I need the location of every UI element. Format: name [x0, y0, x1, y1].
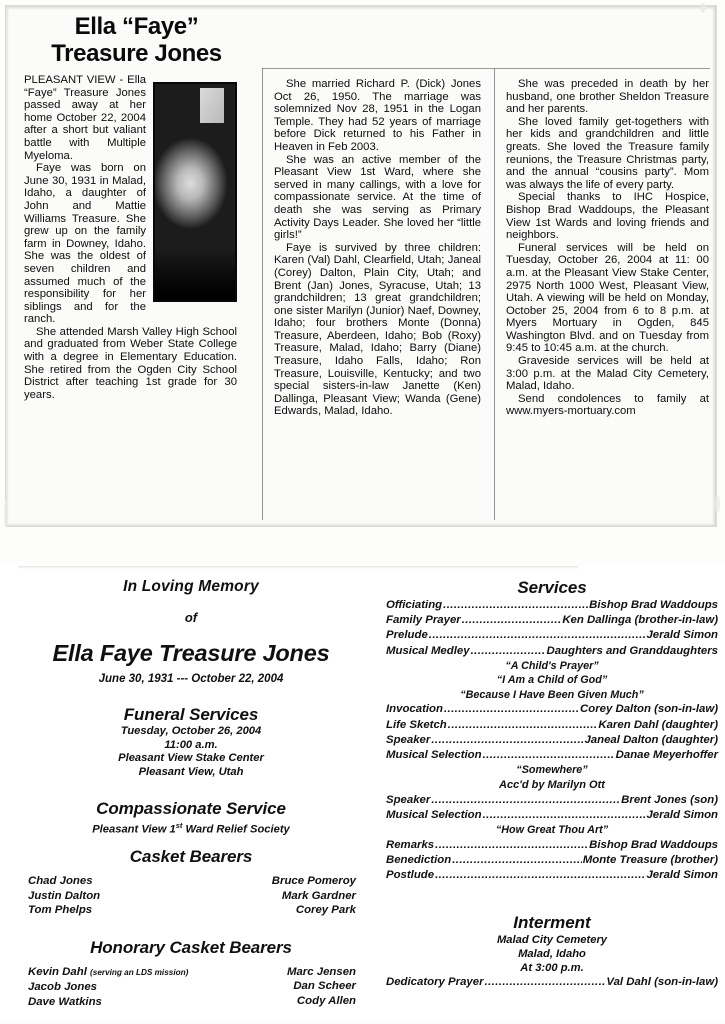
casket-bearers-heading: Casket Bearers	[129, 847, 253, 867]
service-value: Bishop Brad Waddoups	[589, 838, 718, 851]
leader-dots	[429, 630, 646, 641]
service-row	[386, 793, 718, 808]
honorary-bearer-name-text: Kevin Dahl	[28, 965, 87, 978]
hymn-title: “How Great Thou Art”	[495, 824, 609, 837]
service-row	[386, 613, 718, 628]
obituary-paragraph-condolences: Send condolences to family at www.myers-mortuary.com	[506, 392, 709, 418]
honorary-casket-bearers-heading: Honorary Casket Bearers	[90, 937, 292, 957]
service-row	[386, 838, 718, 853]
casket-bearer-name: Justin Dalton	[28, 889, 101, 902]
obituary-paragraph: Graveside services will be held at 3:00 p.m. at the Malad City Cemetery, Malad, Idaho.	[506, 355, 709, 393]
of-label: of	[184, 610, 198, 625]
honorary-casket-bearers-list	[8, 965, 374, 1010]
life-dates: June 30, 1931 --- October 22, 2004	[98, 673, 284, 685]
obituary-paragraph: Faye is survived by three children: Karen (Val) Dahl, Clearfield, Utah; Janeal (Corey) Dalton, Plain City, Utah; and Brent (Jan) Jones, Syracuse, Utah; 13 grandchildren; 13 great grandchildren; one sister Marilyn (Junior) Naef, Downey, Idaho; four brothers Monte (Donna) Treasure, Aberdeen, Idaho; Bob (Roxy) Treasure, Malad, Idaho; Barry (Diane) Treasure, Idaho Falls, Idaho; Ron Treasure, Louisville, Kentucky; and two special sisters-in-law Janette (Ken) Dallinga, Pleasant View; Wanda (Gene) Edwards, Malad, Idaho.	[274, 241, 481, 418]
casket-bearer-name: Corey Park	[295, 904, 356, 917]
clipping-edge-top	[6, 6, 716, 10]
service-row	[386, 628, 718, 643]
service-label: Musical Selection	[386, 808, 482, 821]
funeral-services-details	[8, 725, 374, 779]
compassionate-service-heading: Compassionate Service	[96, 799, 286, 818]
obituary-paragraph: Special thanks to IHC Hospice, Bishop Brad Waddoups, the Pleasant View 1st Wards and loving friends and neighbors.	[506, 191, 709, 242]
honorary-bearer-name: Cody Allen	[296, 994, 356, 1007]
service-value: Karen Dahl (daughter)	[598, 718, 718, 731]
obituary-column-2	[274, 78, 481, 418]
leader-dots	[443, 600, 588, 611]
service-row	[386, 598, 718, 613]
leader-dots	[471, 646, 546, 657]
service-row	[386, 748, 718, 763]
relief-society-suffix: Ward Relief Society	[182, 823, 290, 836]
obituary-paragraph: She attended Marsh Valley High School and graduated from Weber State College with a degree in Elementary Education. She retired from the Ogden City School District after teaching 1st grade for 30 years.	[24, 325, 237, 401]
interment-line: Malad City Cemetery	[496, 934, 608, 947]
funeral-program	[0, 566, 725, 1021]
obituary-column-3	[506, 78, 709, 418]
relief-society-prefix: Pleasant View 1	[92, 823, 176, 836]
leader-dots	[462, 615, 562, 626]
funeral-services-line: 11:00 a.m.	[164, 738, 218, 751]
casket-bearers-left	[8, 874, 100, 918]
leader-dots	[431, 735, 583, 746]
interment-line: Malad, Idaho	[518, 948, 586, 961]
service-label: Musical Selection	[386, 748, 482, 761]
hymn-title: “Because I Have Been Given Much”	[460, 688, 644, 701]
service-label: Invocation	[386, 703, 443, 716]
service-label: Dedicatory Prayer	[386, 976, 484, 989]
leader-dots	[435, 840, 588, 851]
obituary-paragraph: Funeral services will be held on Tuesday, October 26, 2004 at 11: 00 a.m. at the Pleasant View Stake Center, 2975 North 1000 West, Pleasant View, Utah. A viewing will be held on Monday, October 25, 2004 from 6 to 8 p.m. at Myers Mortuary in Ogden, 845 Washington Blvd. and on Tuesday from 9:45 to 10:45 a.m. at the church.	[506, 241, 709, 355]
service-value: Bishop Brad Waddoups	[589, 599, 718, 611]
honorary-bearer-name: Jacob Jones	[28, 981, 98, 994]
service-value: Monte Treasure (brother)	[582, 853, 718, 866]
interment-heading: Interment	[513, 913, 591, 933]
leader-dots	[444, 704, 579, 715]
obituary-paragraph: She married Richard P. (Dick) Jones Oct 26, 1950. The marriage was solemnized Nov 28, 1951 in the Logan Temple. They had 52 years of marriage before Dick returned to his Father in Heaven in Feb 2003.	[274, 78, 481, 153]
service-row	[386, 808, 718, 823]
service-label: Life Sketch	[386, 718, 447, 731]
service-value: Daughters and Granddaughters	[546, 644, 718, 657]
funeral-services-heading: Funeral Services	[123, 705, 259, 724]
obituary-column-1	[24, 74, 237, 401]
leader-dots	[448, 720, 598, 731]
service-value: Ken Dallinga (brother-in-law)	[562, 614, 718, 627]
scan-speckle	[715, 495, 720, 513]
honorary-bearer-note: (serving an LDS mission)	[90, 967, 189, 977]
program-right-column	[386, 578, 718, 990]
portrait-photo	[153, 82, 237, 302]
casket-bearer-name: Bruce Pomeroy	[271, 875, 356, 888]
service-value: Brent Jones (son)	[621, 793, 718, 806]
column-divider-1	[262, 68, 263, 520]
services-heading: Services	[517, 578, 587, 597]
compassionate-service-detail	[8, 819, 374, 837]
casket-bearer-name: Chad Jones	[28, 875, 93, 888]
leader-dots	[483, 750, 615, 761]
hymn-title: “I Am a Child of God”	[496, 674, 608, 687]
honorary-bearers-right	[287, 965, 374, 1010]
funeral-services-line: Pleasant View, Utah	[138, 765, 244, 778]
obituary-paragraph: She was an active member of the Pleasant View 1st Ward, where she served in many callings, with a love for compassionate service. At the time of death she was serving as Primary Activity Days Leader. She loved her “little girls!”	[274, 153, 481, 242]
spacer	[8, 685, 374, 705]
service-value: Val Dahl (son-in-law)	[606, 976, 718, 989]
ordinal-suffix: st	[175, 821, 183, 830]
newspaper-obituary-clipping	[6, 6, 716, 526]
service-value: Jerald Simon	[646, 629, 718, 642]
service-row	[386, 853, 718, 868]
obituary-paragraph: PLEASANT VIEW - Ella “Faye” Treasure Jones passed away at her home October 22, 2004 after a short but valiant battle with Multiple Myeloma.	[24, 74, 146, 162]
spacer	[8, 779, 374, 799]
leader-dots	[485, 977, 606, 988]
headline-line-1: Ella “Faye”	[74, 13, 199, 40]
deceased-full-name: Ella Faye Treasure Jones	[52, 640, 330, 666]
column-divider-2	[494, 68, 495, 520]
casket-bearers-list	[8, 874, 374, 918]
headline-line-2: Treasure Jones	[51, 39, 222, 67]
funeral-services-line: Tuesday, October 26, 2004	[120, 725, 262, 737]
program-left-column	[8, 578, 374, 1009]
obituary-paragraph: Faye was born on June 30, 1931 in Malad, Idaho, a daughter of John and Mattie Williams Treasure. She grew up on the family farm in Downey, Idaho. She was the oldest of seven children and assumed much of the responsibility for her siblings and for the ranch.	[24, 162, 146, 326]
scan-speckle	[700, 3, 706, 13]
service-label: Remarks	[386, 838, 435, 851]
spacer	[386, 883, 718, 913]
service-value: Jerald Simon	[646, 868, 718, 881]
service-value: Danae Meyerhoffer	[615, 748, 718, 761]
casket-bearers-right	[272, 874, 374, 918]
service-row	[386, 868, 718, 883]
leader-dots	[431, 795, 620, 806]
service-label: Family Prayer	[386, 614, 461, 627]
leader-dots	[483, 810, 646, 821]
leader-dots	[452, 855, 582, 866]
scan-speckle	[4, 500, 8, 528]
service-value: Jerald Simon	[646, 808, 718, 821]
honorary-bearer-name	[28, 965, 188, 981]
service-row	[386, 702, 718, 717]
spacer	[8, 837, 374, 847]
hymn-title: “Somewhere”	[516, 764, 588, 777]
service-label: Speaker	[386, 733, 431, 746]
service-label: Speaker	[386, 793, 431, 806]
clipping-edge-bottom	[6, 523, 716, 526]
service-row	[386, 733, 718, 748]
clipping-edge-left	[6, 6, 9, 526]
service-row	[386, 718, 718, 733]
service-label: Musical Medley	[386, 644, 470, 657]
casket-bearer-name: Tom Phelps	[28, 904, 93, 917]
column-top-rule	[262, 68, 710, 69]
honorary-bearer-name: Dan Scheer	[293, 980, 356, 993]
service-label: Officiating	[386, 599, 443, 611]
clipping-edge-right	[712, 6, 716, 526]
obituary-paragraph: She loved family get-togethers with her kids and grandchildren and little greats. She loved the Treasure family reunions, the Treasure Christmas party, and the annual “cousins party”. Mom was always the life of every party.	[506, 115, 709, 191]
service-row	[386, 644, 718, 659]
service-label: Prelude	[386, 629, 428, 642]
honorary-bearers-left	[8, 965, 188, 1010]
obituary-headline	[24, 14, 249, 68]
program-edge-top	[18, 566, 578, 569]
honorary-bearer-name: Dave Watkins	[28, 995, 102, 1008]
service-value: Janeal Dalton (daughter)	[584, 733, 718, 746]
in-loving-memory-label: In Loving Memory	[123, 578, 259, 595]
service-label: Postlude	[386, 868, 435, 881]
interment-line: At 3:00 p.m.	[520, 962, 584, 975]
hymn-title: “A Child's Prayer”	[505, 659, 599, 672]
spacer	[8, 918, 374, 938]
funeral-services-line: Pleasant View Stake Center	[118, 752, 264, 764]
service-label: Benediction	[386, 853, 452, 866]
accompanist-line: Acc'd by Marilyn Ott	[499, 778, 605, 791]
service-value: Corey Dalton (son-in-law)	[580, 703, 718, 716]
casket-bearer-name: Mark Gardner	[281, 889, 356, 902]
honorary-bearer-name: Marc Jensen	[286, 965, 356, 978]
leader-dots	[435, 870, 645, 881]
service-row-dedicatory	[386, 975, 718, 990]
obituary-paragraph: She was preceded in death by her husband, one brother Sheldon Treasure and her parents.	[506, 78, 709, 116]
